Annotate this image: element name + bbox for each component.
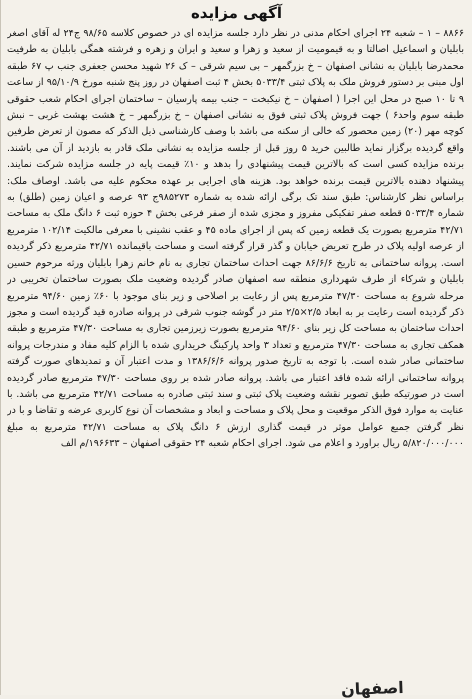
notice-title: آگهی مزایده <box>190 4 283 22</box>
notice-footer <box>1 671 464 699</box>
signature-stamp: اصفهان <box>340 677 405 699</box>
notice-body: ۸۸۶۶ – ۱ – شعبه ۲۴ اجرای احکام مدنی در نظر دارد جلسه مزایده ای در خصوص کلاسه ۹۸/۶۵ ج۲۴ له آقای اصغر بابلیان و اسماعیل اصالتا و به قیمومیت از سعید و زهرا و سعید و ایران و زهره و فرشته همگی بابلیان به طرفیت محمدرضا بابلیان به نشانی اصفهان – خ بزرگمهر – بی سیم شرقی – ک ۲۶ شهید محسن جعفری جنب پ ۶۷ طبقه اول مبنی بر دستور فروش ملک به پلاک ثبتی ۵۰۳۳/۴ بخش ۴ ثبت اصفهان در روز پنج شنبه مورخ ۹۵/۱۰/۹ از ساعت ۹ تا ۱۰ صبح در محل این اجرا ( اصفهان – خ نیکبخت – جنب بیمه پارسیان – ساختمان اجرای احکام شعب حقوقی طبقه سوم واحد۶ ) جهت فروش پلاک ثبتی فوق به نشانی اصفهان – خ بزرگمهر – خ هشت بهشت غربی – نبش کوچه مهر (۲۰) زمین محصور که خالی از سکنه می باشد با وصف کارشناسی ذیل الذکر که مصون از تعرض طرفین واقع گردیده برگزار نماید طالبین خرید ۵ روز قبل از جلسه مزایده به نشانی ملک قادر به بازدید از آن می باشند. برنده مزایده کسی است که بالاترین قیمت پیشنهادی را بدهد و ۱۰٪ قیمت پایه در جلسه مزایده شرکت نمایند. پیشنهاد دهنده بالاترین قیمت برنده خواهد بود. هزینه های اجرایی بر عهده محکوم علیه می باشد. اوصاف ملک: براساس نظر کارشناس: طبق سند تک برگی ارائه شده به شماره ۹۸۵۲۷۳ج ۹۳ عرصه و اعیان زمین (طلق) به شماره ۵۰۳۳/۴ قطعه صفر تفکیکی مفروز و مجزی شده از صفر فرعی بخش ۴ حوزه ثبت ۶ دانگ ملک به مساحت ۴۲/۷۱ مترمربع بصورت یک قطعه زمین که پس از اجرای ماده ۴۵ و عقب نشینی با معرفی مالکیت ۱۰۲/۱۴ مترمربع از عرصه اولیه پلاک در طرح تعریض خیابان و گذر قرار گرفته است و مساحت باقیمانده ۴۲/۷۱ مترمربع ذکر گردیده است. پروانه ساختمانی به تاریخ ۸۶/۶/۶ جهت احداث ساختمان تجاری به نام خانم زهرا بابلیان ورثه مرحوم حسین بابلیان و شرکاء از طرف شهرداری منطقه سه اصفهان صادر گردیده وضعیت ملک بصورت ساختمان تخریبی در مرحله شروع به مساحت ۴۷/۳۰ مترمربع پس از رعایت بر اصلاحی و زیر بنای موجود با ۶۰٪ زمین ۹۴/۶۰ مترمربع ذکر گردیده است رعایت بر به ابعاد ۲/۵×۲/۵ متر در گوشه جنوب شرقی در پروانه صادره قید گردیده است و مجوز احداث ساختمان به مساحت کل زیر بنای ۹۴/۶۰ مترمربع بصورت زیرزمین تجاری به مساحت ۴۷/۳۰ مترمربع و طبقه همکف تجاری به مساحت ۴۷/۳۰ مترمربع و تعداد ۳ واحد پارکینگ خریداری شده با الزام کلیه مفاد و مندرجات پروانه ساختمانی صادر شده است. با توجه به تاریخ صدور پروانه ۱۳۸۶/۶/۶ و مدت اعتبار آن و تمدیدهای صورت گرفته پروانه ساختمانی ارائه شده فاقد اعتبار می باشد. پروانه صادر شده بر روی مساحت ۴۷/۳۰ مترمربع صادر گردیده است در صورتیکه طبق تصویر نقشه وضعیت پلاک ثبتی و سند ثبتی صادره به مساحت ۴۲/۷۱ مترمربع می باشد. با عنایت به موارد فوق الذکر موقعیت و محل پلاک و مساحت و ابعاد و مشخصات آن نوع کاربری عرضه و تقاضا و با در نظر گرفتن جمیع عوامل موثر در قیمت گذاری ارزش ۶ دانگ پلاک به مساحت ۴۲/۷۱ مترمربع به مبلغ ۵/۸۲۰/۰۰۰/۰۰۰ ریال براورد و اعلام می شود. اجرای احکام شعبه ۲۴ حقوقی اصفهان – ۱۹۶۶۳۳/م الف <box>7 28 464 450</box>
